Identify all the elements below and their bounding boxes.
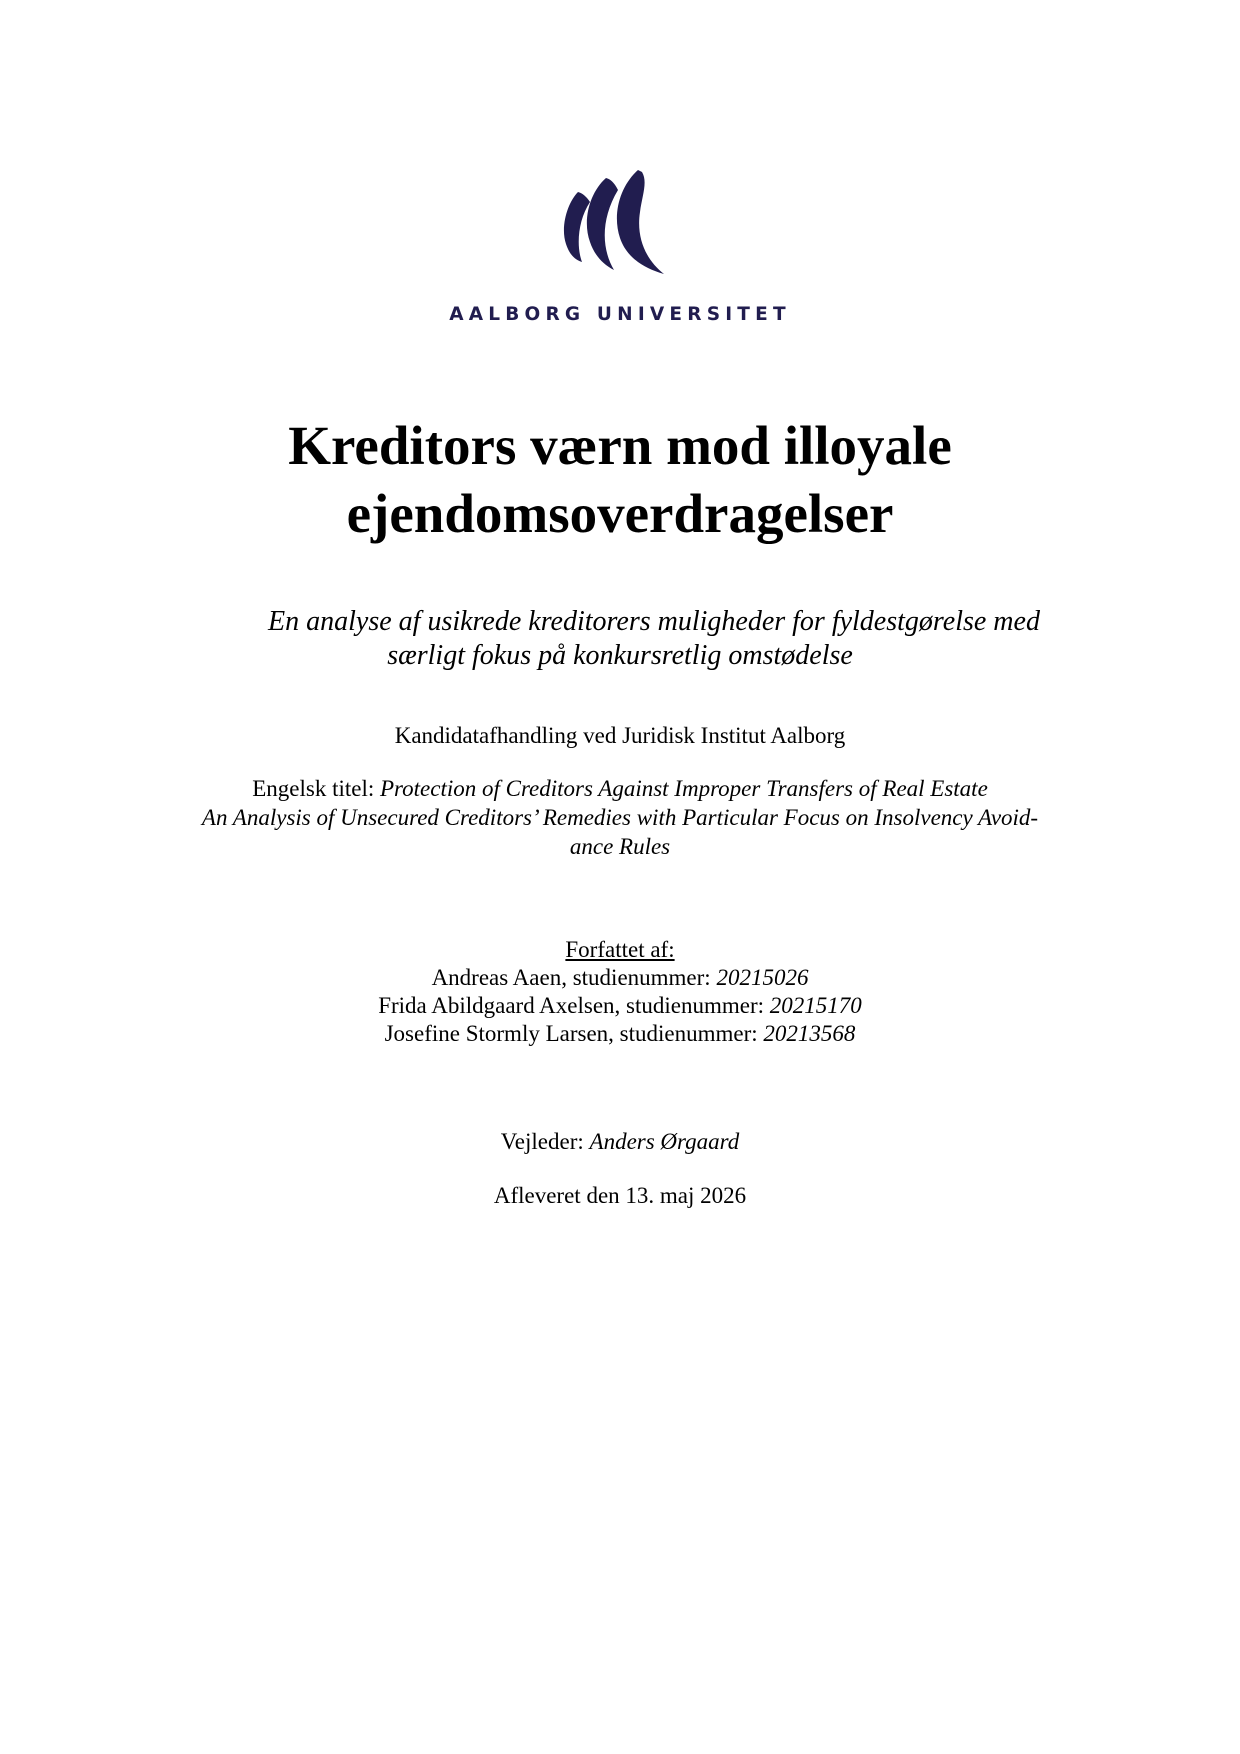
author-name: Andreas Aaen, studienummer: xyxy=(431,965,711,990)
english-title-line-1: Protection of Creditors Against Improper Transfers of Real Estate xyxy=(379,776,988,801)
author-student-number: 20215170 xyxy=(769,993,862,1018)
subtitle-line-2: særligt fokus på konkursretlig omstødelse xyxy=(387,640,853,671)
author-name: Frida Abildgaard Axelsen, studienummer: xyxy=(378,993,765,1018)
university-name: AALBORG UNIVERSITET xyxy=(449,304,791,325)
author-name: Josefine Stormly Larsen, studienummer: xyxy=(384,1021,758,1046)
english-title-label: Engelsk titel: xyxy=(252,776,375,801)
english-title xyxy=(0,774,1240,861)
university-logo xyxy=(560,168,680,278)
author-student-number: 20213568 xyxy=(763,1021,856,1046)
supervisor xyxy=(0,1128,1240,1156)
subtitle xyxy=(0,605,1240,673)
logo-wave-left xyxy=(564,192,590,262)
logo-wave-right xyxy=(617,170,664,274)
title-line-1: Kreditors værn mod illoyale xyxy=(288,415,952,476)
supervisor-label: Vejleder: xyxy=(500,1129,584,1154)
supervisor-name: Anders Ørgaard xyxy=(589,1129,740,1154)
english-title-line-3: ance Rules xyxy=(569,834,671,859)
submission-date: Afleveret den 13. maj 2026 xyxy=(493,1183,747,1208)
subtitle-line-1: En analyse af usikrede kreditorers muligheder for fyldestgørelse med xyxy=(268,606,1040,637)
page-title xyxy=(0,412,1240,548)
thesis-type: Kandidatafhandling ved Juridisk Institut Aalborg xyxy=(394,723,846,748)
logo-wave-middle xyxy=(587,178,618,270)
authors-heading: Forfattet af: xyxy=(565,937,675,962)
title-line-2: ejendomsoverdragelser xyxy=(346,483,894,544)
authors-block xyxy=(0,936,1240,1048)
english-title-line-2: An Analysis of Unsecured Creditors’ Remedies with Particular Focus on Insolvency Avoid- xyxy=(201,805,1039,830)
author-student-number: 20215026 xyxy=(716,965,809,990)
